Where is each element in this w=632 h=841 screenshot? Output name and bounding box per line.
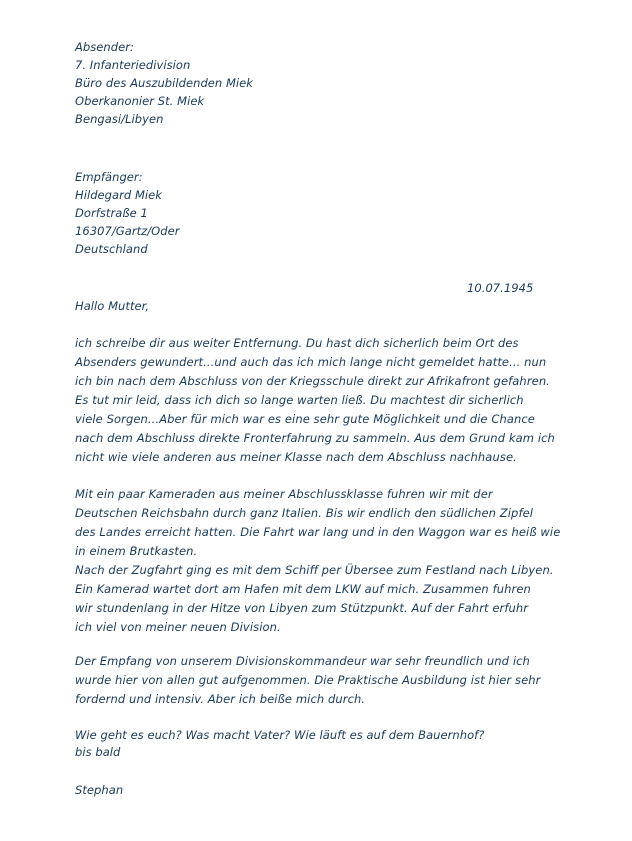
sender-line: Oberkanonier St. Miek: [75, 94, 205, 108]
paragraph-line: wurde hier von allen gut aufgenommen. Die Praktische Ausbildung ist hier sehr: [75, 673, 541, 687]
paragraph-line: Ein Kamerad wartet dort am Hafen mit dem LKW auf mich. Zusammen fuhren: [75, 582, 531, 596]
recipient-label: Empfänger:: [75, 170, 143, 184]
paragraph-line: fordernd und intensiv. Aber ich beiße mich durch.: [75, 692, 366, 706]
paragraph-line: nach dem Abschluss direkte Fronterfahrung zu sammeln. Aus dem Grund kam ich: [75, 431, 555, 445]
letter-date: 10.07.1945: [467, 281, 534, 295]
signature: Stephan: [75, 783, 124, 797]
paragraph-line: Deutschen Reichsbahn durch ganz Italien. Bis wir endlich den südlichen Zipfel: [75, 506, 534, 520]
sender-label: Absender:: [75, 40, 134, 54]
paragraph-line: in einem Brutkasten.: [75, 544, 198, 558]
paragraph-line: nicht wie viele anderen aus meiner Klasse nach dem Abschluss nachhause.: [75, 450, 517, 464]
paragraph-line: Mit ein paar Kameraden aus meiner Abschlussklasse fuhren wir mit der: [75, 487, 493, 501]
paragraph-line: wir stundenlang in der Hitze von Libyen zum Stützpunkt. Auf der Fahrt erfuhr: [75, 601, 529, 615]
paragraph-line: Der Empfang von unserem Divisionskommandeur war sehr freundlich und ich: [75, 654, 530, 668]
closing-farewell: bis bald: [75, 745, 121, 759]
sender-line: Büro des Auszubildenden Miek: [75, 76, 254, 90]
recipient-line: Dorfstraße 1: [75, 206, 148, 220]
paragraph-line: Absenders gewundert...und auch das ich mich lange nicht gemeldet hatte... nun: [75, 355, 547, 369]
sender-line: Bengasi/Libyen: [75, 112, 164, 126]
recipient-line: Deutschland: [75, 242, 148, 256]
paragraph-line: Es tut mir leid, dass ich dich so lange warten ließ. Du machtest dir sicherlich: [75, 393, 524, 407]
sender-line: 7. Infanteriedivision: [75, 58, 191, 72]
paragraph-line: viele Sorgen...Aber für mich war es eine sehr gute Möglichkeit und die Chance: [75, 412, 535, 426]
salutation: Hallo Mutter,: [75, 299, 150, 313]
paragraph-line: ich viel von meiner neuen Division.: [75, 620, 281, 634]
closing-question: Wie geht es euch? Was macht Vater? Wie läuft es auf dem Bauernhof?: [75, 728, 485, 742]
paragraph-line: ich bin nach dem Abschluss von der Kriegsschule direkt zur Afrikafront gefahren.: [75, 374, 550, 388]
recipient-line: 16307/Gartz/Oder: [75, 224, 180, 238]
paragraph-line: Nach der Zugfahrt ging es mit dem Schiff per Übersee zum Festland nach Libyen.: [75, 563, 554, 577]
paragraph-line: des Landes erreicht hatten. Die Fahrt war lang und in den Waggon war es heiß wie: [75, 525, 561, 539]
recipient-line: Hildegard Miek: [75, 188, 162, 202]
paragraph-line: ich schreibe dir aus weiter Entfernung. Du hast dich sicherlich beim Ort des: [75, 336, 519, 350]
